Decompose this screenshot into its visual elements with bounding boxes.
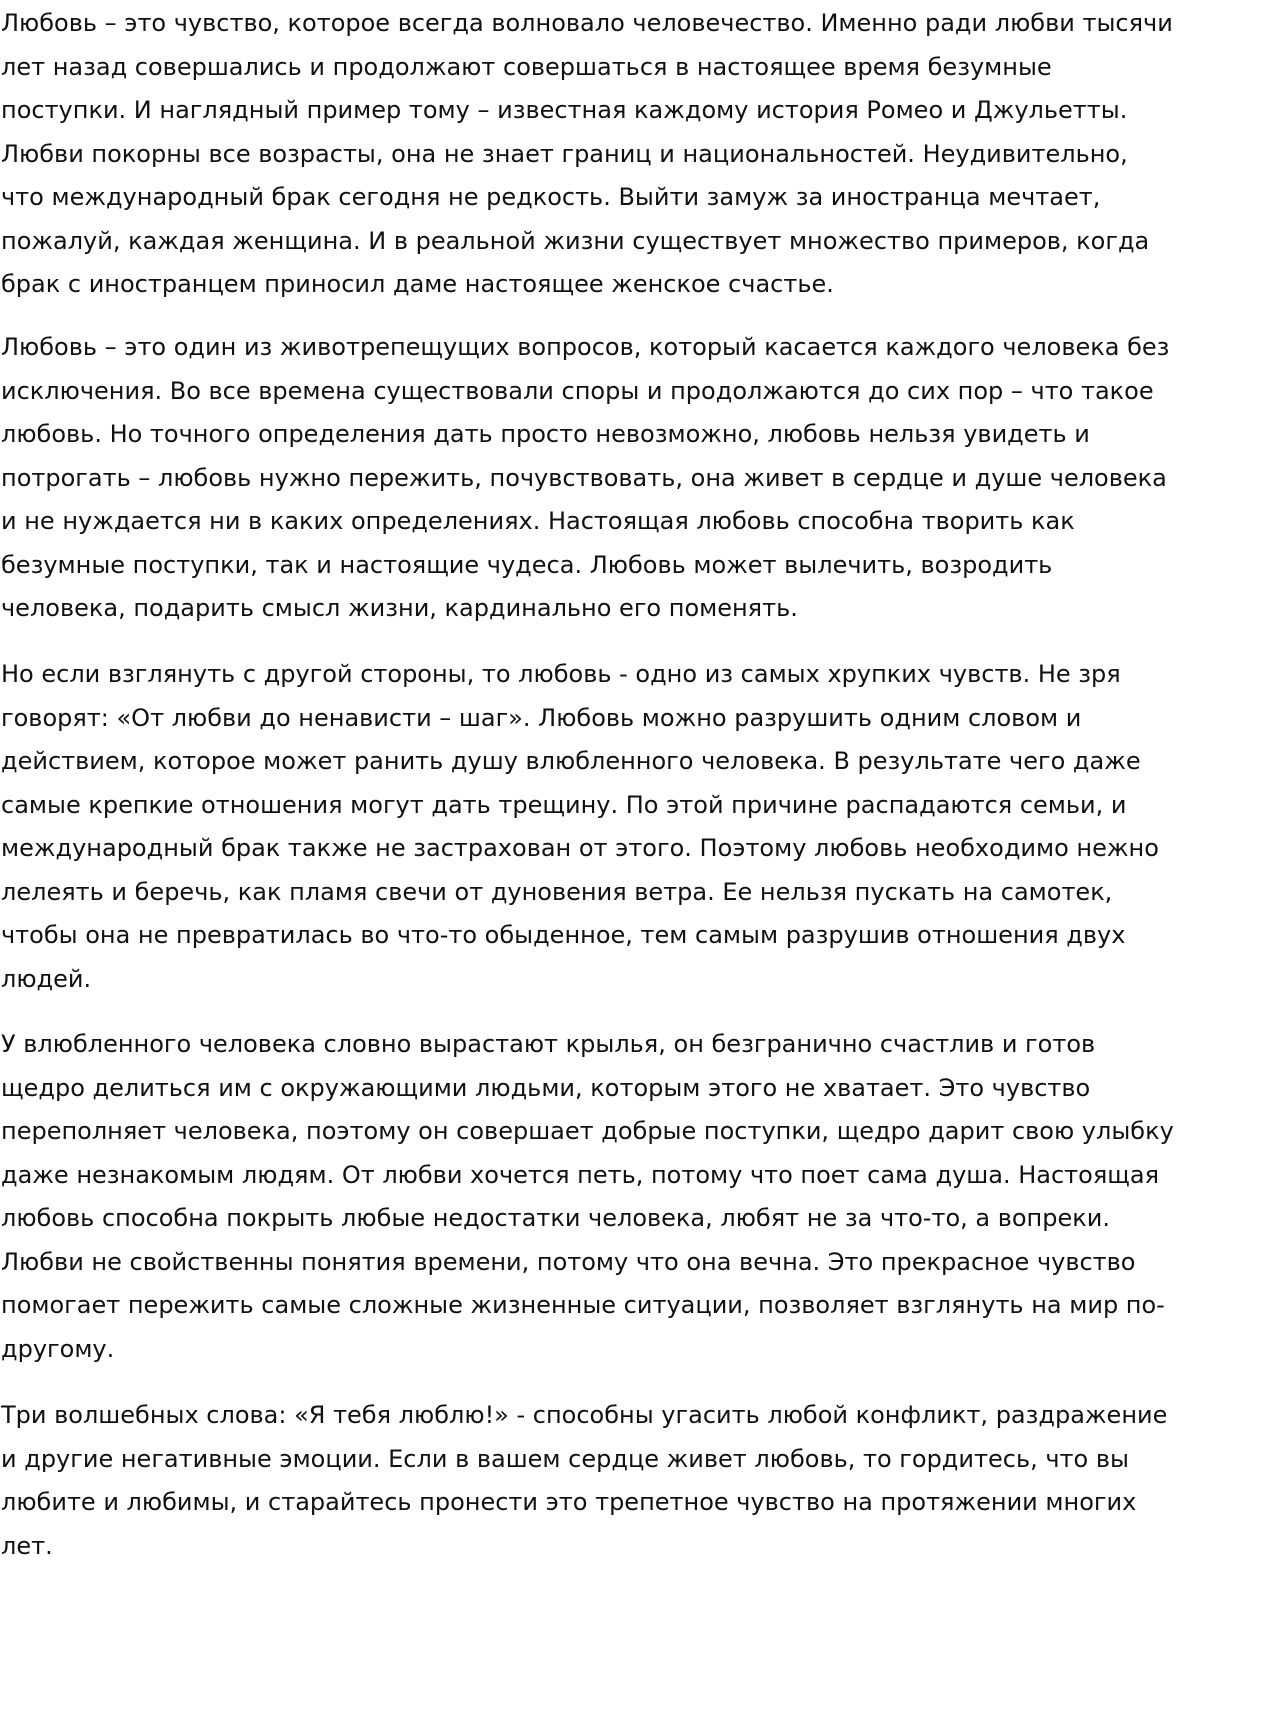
paragraph-line: Любви покорны все возрасты, она не знает границ и национальностей. Неудивительно, [1,139,1128,168]
paragraph-line: другому. [1,1334,115,1363]
paragraph [1,326,1169,631]
paragraph-line: даже незнакомым людям. От любви хочется петь, потому что поет сама душа. Настоящая [1,1160,1160,1189]
paragraph-line: У влюбленного человека словно вырастают крылья, он безгранично счастлив и готов [1,1030,1096,1058]
paragraph-line: людей. [1,964,92,993]
paragraph-line: Три волшебных слова: «Я тебя люблю!» - способны угасить любой конфликт, раздражение [1,1401,1168,1429]
paragraph-line: человека, подарить смысл жизни, кардинально его поменять. [1,594,798,622]
paragraph-line: переполняет человека, поэтому он совершает добрые поступки, щедро дарит свою улыбку [1,1117,1174,1145]
paragraph-line: что международный брак сегодня не редкость. Выйти замуж за иностранца мечтает, [1,183,1101,211]
paragraph-line: любите и любимы, и старайтесь пронести это трепетное чувство на протяжении многих [1,1488,1137,1516]
paragraph-line: чтобы она не превратилась во что-то обыденное, тем самым разрушив отношения двух [1,921,1126,949]
paragraph-line: действием, которое может ранить душу влюбленного человека. В результате чего даже [1,747,1141,775]
paragraph-line: говорят: «От любви до ненависти – шаг». Любовь можно разрушить одним словом и [1,703,1082,732]
paragraph [1,2,1173,307]
paragraph-line: самые крепкие отношения могут дать трещину. По этой причине распадаются семьи, и [1,790,1127,819]
paragraph-line: международный брак также не застрахован от этого. Поэтому любовь необходимо нежно [1,834,1159,862]
paragraph [1,653,1159,1001]
paragraph-line: Но если взглянуть с другой стороны, то любовь - одно из самых хрупких чувств. Не зря [1,660,1121,688]
paragraph-line: лет назад совершались и продолжают совершаться в настоящее время безумные [1,52,1052,81]
paragraph-line: брак с иностранцем приносил даме настоящее женское счастье. [1,270,834,298]
paragraph-line: Любовь – это чувство, которое всегда волновало человечество. Именно ради любви тысячи [1,9,1173,37]
paragraph-line: и другие негативные эмоции. Если в вашем сердце живет любовь, то гордитесь, что вы [1,1444,1129,1473]
paragraph-line: щедро делиться им с окружающими людьми, которым этого не хватает. Это чувство [1,1073,1091,1102]
paragraph-line: исключения. Во все времена существовали споры и продолжаются до сих пор – что такое [1,376,1154,405]
paragraph-line: Любви не свойственны понятия времени, потому что она вечна. Это прекрасное чувство [1,1247,1136,1276]
paragraph-line: лелеять и беречь, как пламя свечи от дуновения ветра. Ее нельзя пускать на самотек, [1,877,1113,906]
paragraph-line: любовь способна покрыть любые недостатки человека, любят не за что-то, а вопреки. [1,1204,1110,1232]
paragraph-line: поступки. И наглядный пример тому – известная каждому история Ромео и Джульетты. [1,96,1128,124]
paragraph-line: помогает пережить самые сложные жизненные ситуации, позволяет взглянуть на мир по- [1,1291,1165,1319]
paragraph-line: лет. [1,1531,53,1560]
paragraph-line: безумные поступки, так и настоящие чудеса. Любовь может вылечить, возродить [1,550,1053,579]
paragraph-line: и не нуждается ни в каких определениях. Настоящая любовь способна творить как [1,507,1075,535]
paragraph [1,1023,1174,1371]
paragraph-line: любовь. Но точного определения дать просто невозможно, любовь нельзя увидеть и [1,420,1090,448]
paragraph-line: Любовь – это один из животрепещущих вопросов, который касается каждого человека без [1,333,1170,361]
paragraph [1,1394,1167,1568]
paragraph-line: потрогать – любовь нужно пережить, почувствовать, она живет в сердце и душе человека [1,463,1167,492]
paragraph-line: пожалуй, каждая женщина. И в реальной жизни существует множество примеров, когда [1,226,1150,255]
